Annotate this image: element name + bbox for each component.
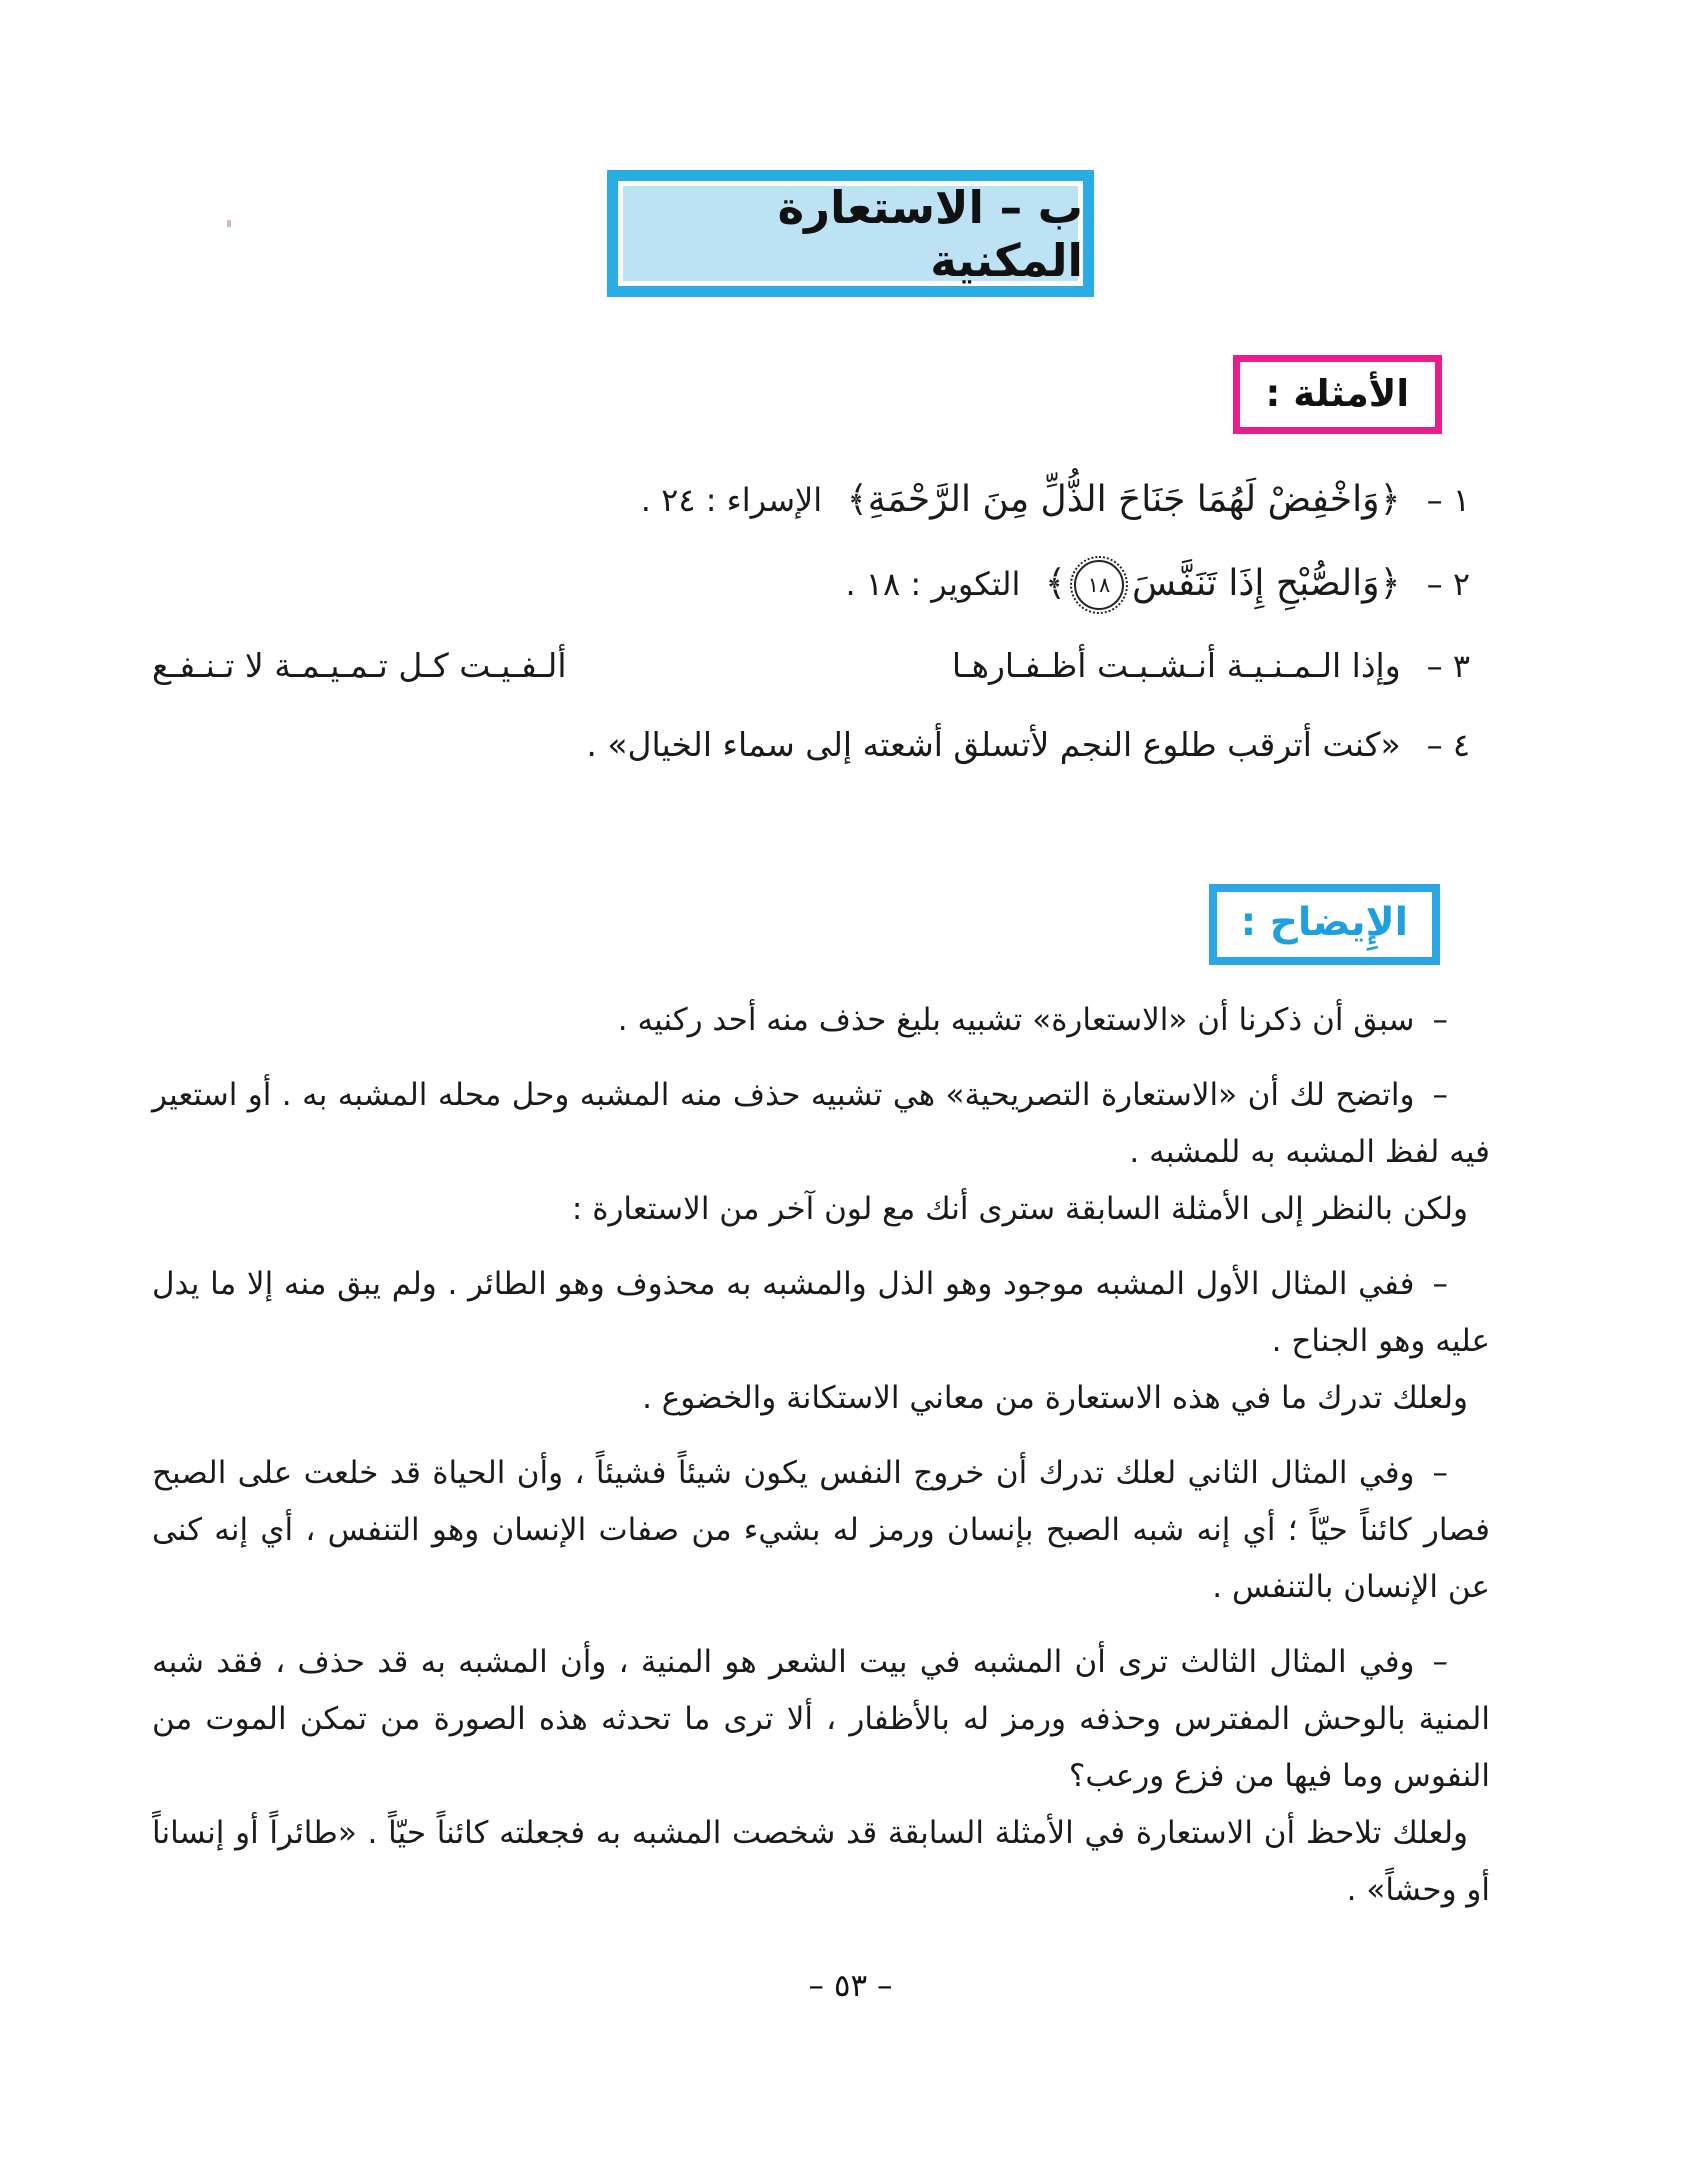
quran-quote-close: ﴾ [1044, 562, 1066, 604]
prose-quote: «كنت أترقب طلوع النجم لأتسلق أشعته إلى سماء الخيال» . [586, 725, 1401, 765]
example-item-3 [152, 640, 1470, 692]
bullet-dash: – [1432, 1002, 1448, 1038]
bullet-line: ولكن بالنظر إلى الأمثلة السابقة سترى أنك مع لون آخر من الاستعارة : [571, 1191, 1468, 1227]
page-title: ب – الاستعارة المكنية [777, 180, 1083, 287]
bullet-line: ولعلك تدرك ما في هذه الاستعارة من معاني الاستكانة والخضوع . [642, 1380, 1468, 1416]
examples-heading-box [1233, 355, 1442, 434]
explanation-heading-box [1209, 884, 1440, 965]
quran-quote: ﴿وَاخْفِضْ لَهُمَا جَنَاحَ الذُّلِّ مِنَ الرَّحْمَةِ﴾ [846, 479, 1401, 520]
example-number: ٣ – [1426, 646, 1470, 685]
bullet-dash: – [1432, 1077, 1448, 1113]
explanation-bullet-5 [152, 1634, 1490, 1919]
examples-heading: الأمثلة : [1265, 372, 1409, 415]
bullet-line: –سبق أن ذكرنا أن «الاستعارة» تشبيه بليغ حذف منه أحد ركنيه . [617, 1002, 1448, 1038]
quran-source: التكوير : ١٨ . [845, 564, 1021, 603]
bullet-line: ولعلك تلاحظ أن الاستعارة في الأمثلة السابقة قد شخصت المشبه به فجعلته كائناً حيّاً . «طائراً أو إنساناً أو وحشاً» . [152, 1815, 1490, 1908]
quran-source: الإسراء : ٢٤ . [640, 481, 823, 519]
example-number: ٢ – [1426, 564, 1470, 603]
bullet-dash: – [1432, 1644, 1448, 1680]
bullet-dash: – [1432, 1266, 1448, 1302]
chapter-title-box [607, 170, 1094, 297]
explanation-bullet-2 [152, 1067, 1490, 1238]
scan-artifact [227, 220, 231, 227]
example-number: ١ – [1426, 481, 1470, 519]
example-item-2 [152, 556, 1470, 612]
bullet-line: –واتضح لك أن «الاستعارة التصريحية» هي تشبيه حذف منه المشبه وحل محله المشبه به . أو استعير فيه لفظ المشبه به للمشبه . [152, 1077, 1490, 1170]
bullet-line: –وفي المثال الثاني لعلك تدرك أن خروج النفس يكون شيئاً فشيئاً ، وأن الحياة قد خلعت على الصبح فصار كائناً حيّاً ؛ أي إنه شبه الصبح بإنسان ورمز له بشيء من صفات الإنسان وهو التنفس ، أي إنه كنى عن الإنسان بالتنفس . [152, 1455, 1490, 1605]
example-number: ٤ – [1426, 726, 1470, 765]
bullet-dash: – [1432, 1455, 1448, 1491]
example-item-4 [152, 719, 1470, 771]
explanation-body [152, 992, 1490, 1937]
explanation-heading: الإِيضاح : [1240, 900, 1408, 945]
example-item-1 [152, 472, 1470, 528]
bullet-line: –ففي المثال الأول المشبه موجود وهو الذل والمشبه به محذوف وهو الطائر . ولم يبق منه إلا ما يدل عليه وهو الجناح . [152, 1266, 1490, 1359]
page-number: – ٥٣ – [808, 1968, 893, 2004]
explanation-bullet-4 [152, 1445, 1490, 1616]
examples-list [152, 472, 1470, 799]
bullet-line: –وفي المثال الثالث ترى أن المشبه في بيت الشعر هو المنية ، وأن المشبه به قد حذف ، فقد شبه المنية بالوحش المفترس وحذفه ورمز له بالأظفار ، ألا ترى ما تحدثه هذه الصورة من تمكن الموت من النفوس وما فيها من فزع ورعب؟ [152, 1644, 1490, 1794]
explanation-bullet-3 [152, 1256, 1490, 1427]
poetry-first-hemistich: ٣ –وإذا الـمـنـيـة أنـشـبـت أظـفـارهـا [952, 640, 1470, 692]
explanation-bullet-1 [152, 992, 1490, 1049]
ayah-number-ornament: ١٨ [1074, 560, 1124, 610]
poetry-second-hemistich: ألـفـيـت كـل تـمـيـمـة لا تـنـفـع [152, 645, 567, 685]
quran-quote: ﴿وَالصُّبْحِ إِذَا تَنَفَّسَ [1131, 562, 1401, 604]
